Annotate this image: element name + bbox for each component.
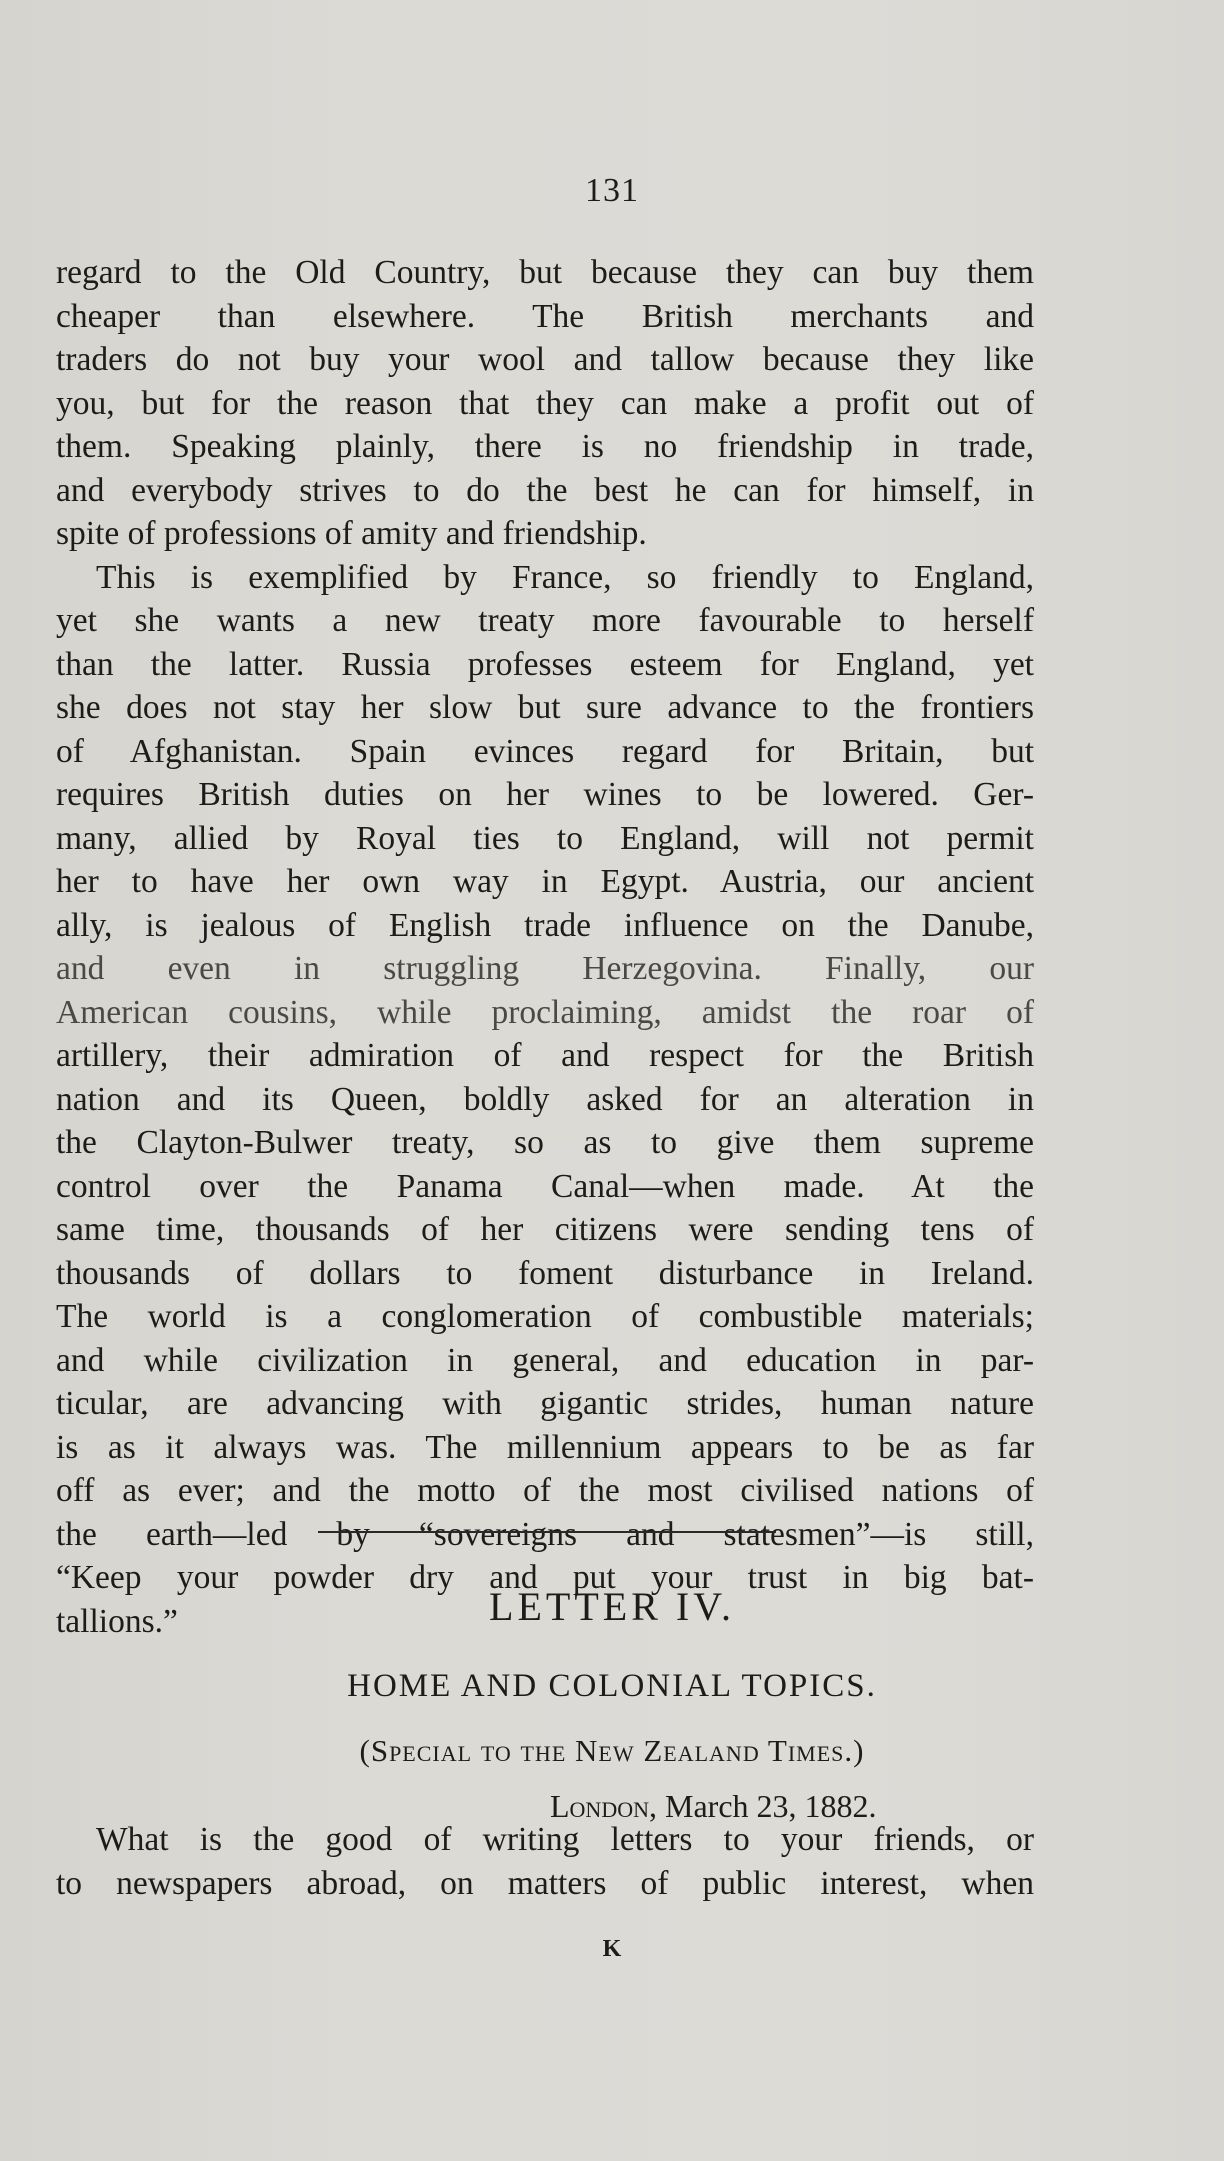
dateline-date: March 23, 1882. bbox=[665, 1788, 877, 1824]
dateline-place: London, bbox=[550, 1788, 657, 1824]
text-line: you, but for the reason that they can make a profit out of bbox=[56, 384, 1034, 422]
text-line: same time, thousands of her citizens were sending tens of bbox=[56, 1211, 1034, 1248]
text-line: the Clayton-Bulwer treaty, so as to give them supreme bbox=[56, 1124, 1034, 1161]
text-line: American cousins, while proclaiming, amidst the roar of bbox=[56, 993, 1034, 1031]
text-line: artillery, their admiration of and respect for the British bbox=[56, 1037, 1034, 1074]
text-line: thousands of dollars to foment disturbance in Ireland. bbox=[56, 1254, 1034, 1292]
body-text-upper bbox=[56, 251, 1034, 1643]
text-line: ally, is jealous of English trade influence on the Danube, bbox=[56, 906, 1034, 944]
text-line: “Keep your powder dry and put your trust in big bat- bbox=[56, 1559, 1034, 1596]
text-line: them. Speaking plainly, there is no friendship in trade, bbox=[56, 428, 1034, 465]
text-line: What is the good of writing letters to your friends, or bbox=[96, 1821, 1034, 1858]
text-line: ticular, are advancing with gigantic strides, human nature bbox=[56, 1385, 1034, 1422]
section-title: HOME AND COLONIAL TOPICS. bbox=[347, 1668, 877, 1704]
text-line: nation and its Queen, boldly asked for an alteration in bbox=[56, 1080, 1034, 1118]
subtitle: (Special to the New Zealand Times.) bbox=[359, 1733, 865, 1768]
section-divider bbox=[318, 1531, 776, 1533]
text-line: tallions.” bbox=[56, 1602, 178, 1640]
text-line: control over the Panama Canal—when made. At the bbox=[56, 1167, 1034, 1205]
text-line: requires British duties on her wines to be lowered. Ger- bbox=[56, 776, 1034, 813]
text-line: This is exemplified by France, so friendly to England, bbox=[96, 558, 1034, 596]
text-line: than the latter. Russia professes esteem for England, yet bbox=[56, 645, 1034, 683]
text-line: and everybody strives to do the best he can for himself, in bbox=[56, 471, 1034, 509]
text-line: traders do not buy your wool and tallow because they like bbox=[56, 341, 1034, 378]
text-line: off as ever; and the motto of the most civilised nations of bbox=[56, 1472, 1034, 1509]
text-line: and while civilization in general, and education in par- bbox=[56, 1341, 1034, 1379]
text-line: regard to the Old Country, but because they can buy them bbox=[56, 254, 1034, 291]
signature-mark: K bbox=[602, 1936, 622, 1962]
text-line: cheaper than elsewhere. The British merchants and bbox=[56, 297, 1034, 335]
text-line: of Afghanistan. Spain evinces regard for Britain, but bbox=[56, 732, 1034, 770]
text-line: the earth—led by “sovereigns and statesmen”—is still, bbox=[56, 1515, 1034, 1553]
page-number: 131 bbox=[585, 172, 639, 209]
text-line: The world is a conglomeration of combustible materials; bbox=[56, 1298, 1034, 1335]
text-line: spite of professions of amity and friendship. bbox=[56, 515, 647, 552]
letter-title: LETTER IV. bbox=[489, 1584, 735, 1629]
text-line: she does not stay her slow but sure advance to the frontiers bbox=[56, 689, 1034, 726]
text-line: her to have her own way in Egypt. Austria, our ancient bbox=[56, 863, 1034, 900]
text-line: to newspapers abroad, on matters of public interest, when bbox=[56, 1864, 1034, 1902]
body-text-lower bbox=[56, 1818, 1034, 1905]
text-line: yet she wants a new treaty more favourable to herself bbox=[56, 602, 1034, 639]
text-line: is as it always was. The millennium appears to be as far bbox=[56, 1428, 1034, 1466]
text-line: many, allied by Royal ties to England, will not permit bbox=[56, 819, 1034, 857]
text-line: and even in struggling Herzegovina. Finally, our bbox=[56, 950, 1034, 987]
